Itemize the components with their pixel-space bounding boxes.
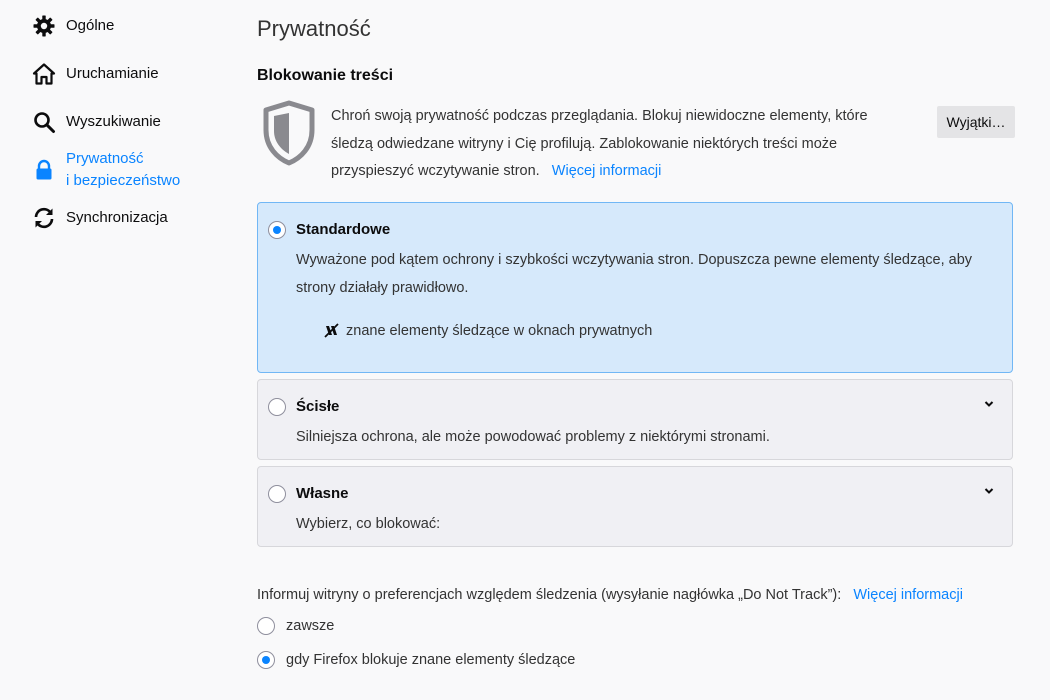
option-standard[interactable] [257,202,1013,373]
sidebar-item-general[interactable] [32,14,114,38]
option-strict[interactable] [257,379,1013,460]
sidebar-item-label: Ogólne [66,17,115,34]
sidebar-item-label [66,147,206,192]
home-icon [32,62,56,86]
section-title-content-blocking: Blokowanie treści [257,67,394,84]
dnt-more-info-link[interactable]: Więcej informacji [853,587,963,603]
more-info-link[interactable]: Więcej informacji [551,163,662,179]
page-title: Prywatność [257,16,371,41]
search-icon [32,110,56,134]
sidebar-item-privacy-security[interactable] [32,147,206,192]
dnt-option-label: zawsze [286,618,335,634]
option-title: Standardowe [296,221,391,238]
dnt-option-label: gdy Firefox blokuje znane elementy śledzące [286,652,576,668]
strict-radio[interactable] [268,398,286,416]
tracker-detail [324,323,652,339]
sidebar-item-home[interactable] [32,62,159,86]
shield-icon [262,100,316,166]
sidebar [0,0,230,700]
dnt-when-blocking-radio[interactable] [257,651,275,669]
sidebar-item-search[interactable] [32,110,161,134]
content-blocking-description [331,103,901,186]
gear-icon [32,14,56,38]
dnt-option-when-blocking[interactable] [257,651,575,669]
sync-icon [32,206,56,230]
custom-radio[interactable] [268,485,286,503]
sidebar-item-sync[interactable] [32,206,168,230]
content-blocking-text: Chroń swoją prywatność podczas przeglądania. Blokuj niewidoczne elementy, które śledzą odwiedzane witryny i Cię profilują. Zablokowanie niektórych treści może przyspieszyć wczytywanie stron. [331,108,868,179]
sidebar-item-label: Wyszukiwanie [66,113,161,130]
option-description: Wyważone pod kątem ochrony i szybkości wczytywania stron. Dopuszcza pewne elementy śledzące, aby strony działały prawidłowo. [296,252,973,296]
option-description: Wybierz, co blokować: [296,516,441,532]
chevron-down-icon[interactable] [982,484,996,498]
standard-radio[interactable] [268,221,286,239]
dnt-label-text: Informuj witryny o preferencjach względem śledzenia (wysyłanie nagłówka „Do Not Track”): [257,587,842,603]
option-title: Ścisłe [296,398,340,415]
option-custom[interactable] [257,466,1013,547]
dnt-option-always[interactable] [257,617,334,635]
exceptions-button[interactable]: Wyjątki… [937,106,1015,138]
tracker-icon [324,323,340,339]
sidebar-item-label-line1: Prywatność [66,150,144,167]
lock-icon [32,158,56,182]
dnt-label [257,587,963,603]
dnt-always-radio[interactable] [257,617,275,635]
sidebar-item-label: Synchronizacja [66,209,168,226]
option-description: Silniejsza ochrona, ale może powodować problemy z niektórymi stronami. [296,429,770,445]
sidebar-item-label-line2: i bezpieczeństwo [66,172,181,189]
sidebar-item-label: Uruchamianie [66,65,159,82]
tracker-detail-text: znane elementy śledzące w oknach prywatnych [346,323,653,339]
chevron-down-icon[interactable] [982,397,996,411]
option-title: Własne [296,485,349,502]
